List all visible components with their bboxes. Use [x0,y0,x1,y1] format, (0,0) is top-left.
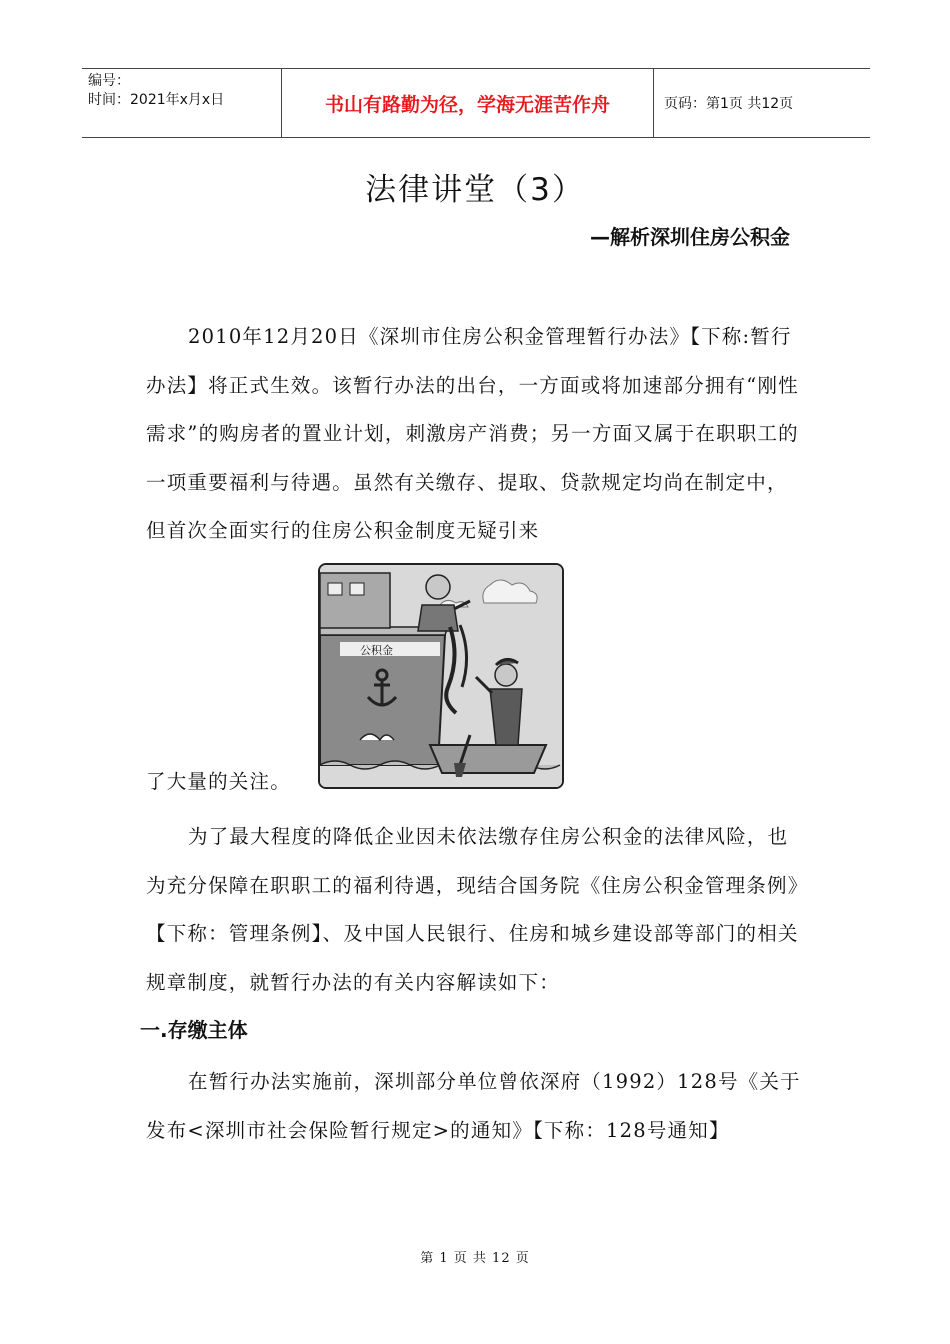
header-meta [82,69,282,137]
cartoon-image [320,565,562,787]
illustration-cartoon [318,563,564,789]
document-header [82,68,870,138]
time-label: 时间：2021年x月x日 [88,92,225,108]
page-title: 法律讲堂（3） [365,172,585,208]
header-motto: 书山有路勤为径，学海无涯苦作舟 [282,69,654,137]
paragraph-purpose: 为了最大程度的降低企业因未依法缴存住房公积金的法律风险，也为充分保障在职职工的福利待遇，现结合国务院《住房公积金管理条例》【下称：管理条例】、及中国人民银行、住房和城乡建设部等部门的相关规章制度，就暂行办法的有关内容解读如下： [146,825,799,994]
page-subtitle: —解析深圳住房公积金 [590,225,790,249]
section-heading: 一.存缴主体 [140,1018,248,1042]
paragraph-intro-tail: 了大量的关注。 [146,770,291,793]
ship-label: 公积金 [360,644,393,657]
page-footer: 第 1 页 共 12 页 [420,1251,530,1266]
serial-label: 编号： [88,73,130,89]
header-page-info: 页码：第1页 共12页 [664,96,794,112]
paragraph-intro: 2010年12月20日《深圳市住房公积金管理暂行办法》【下称:暂行办法】将正式生效。该暂行办法的出台，一方面或将加速部分拥有“刚性需求”的购房者的置业计划，刺激房产消费；另一方面又属于在职职工的一项重要福利与待遇。虽然有关缴存、提取、贷款规定均尚在制定中，但首次全面实行的住房公积金制度无疑引来 [146,325,799,542]
paragraph-section-1: 在暂行办法实施前，深圳部分单位曾依深府（1992）128号《关于发布<深圳市社会保险暂行规定>的通知》【下称：128号通知】 [146,1070,801,1142]
